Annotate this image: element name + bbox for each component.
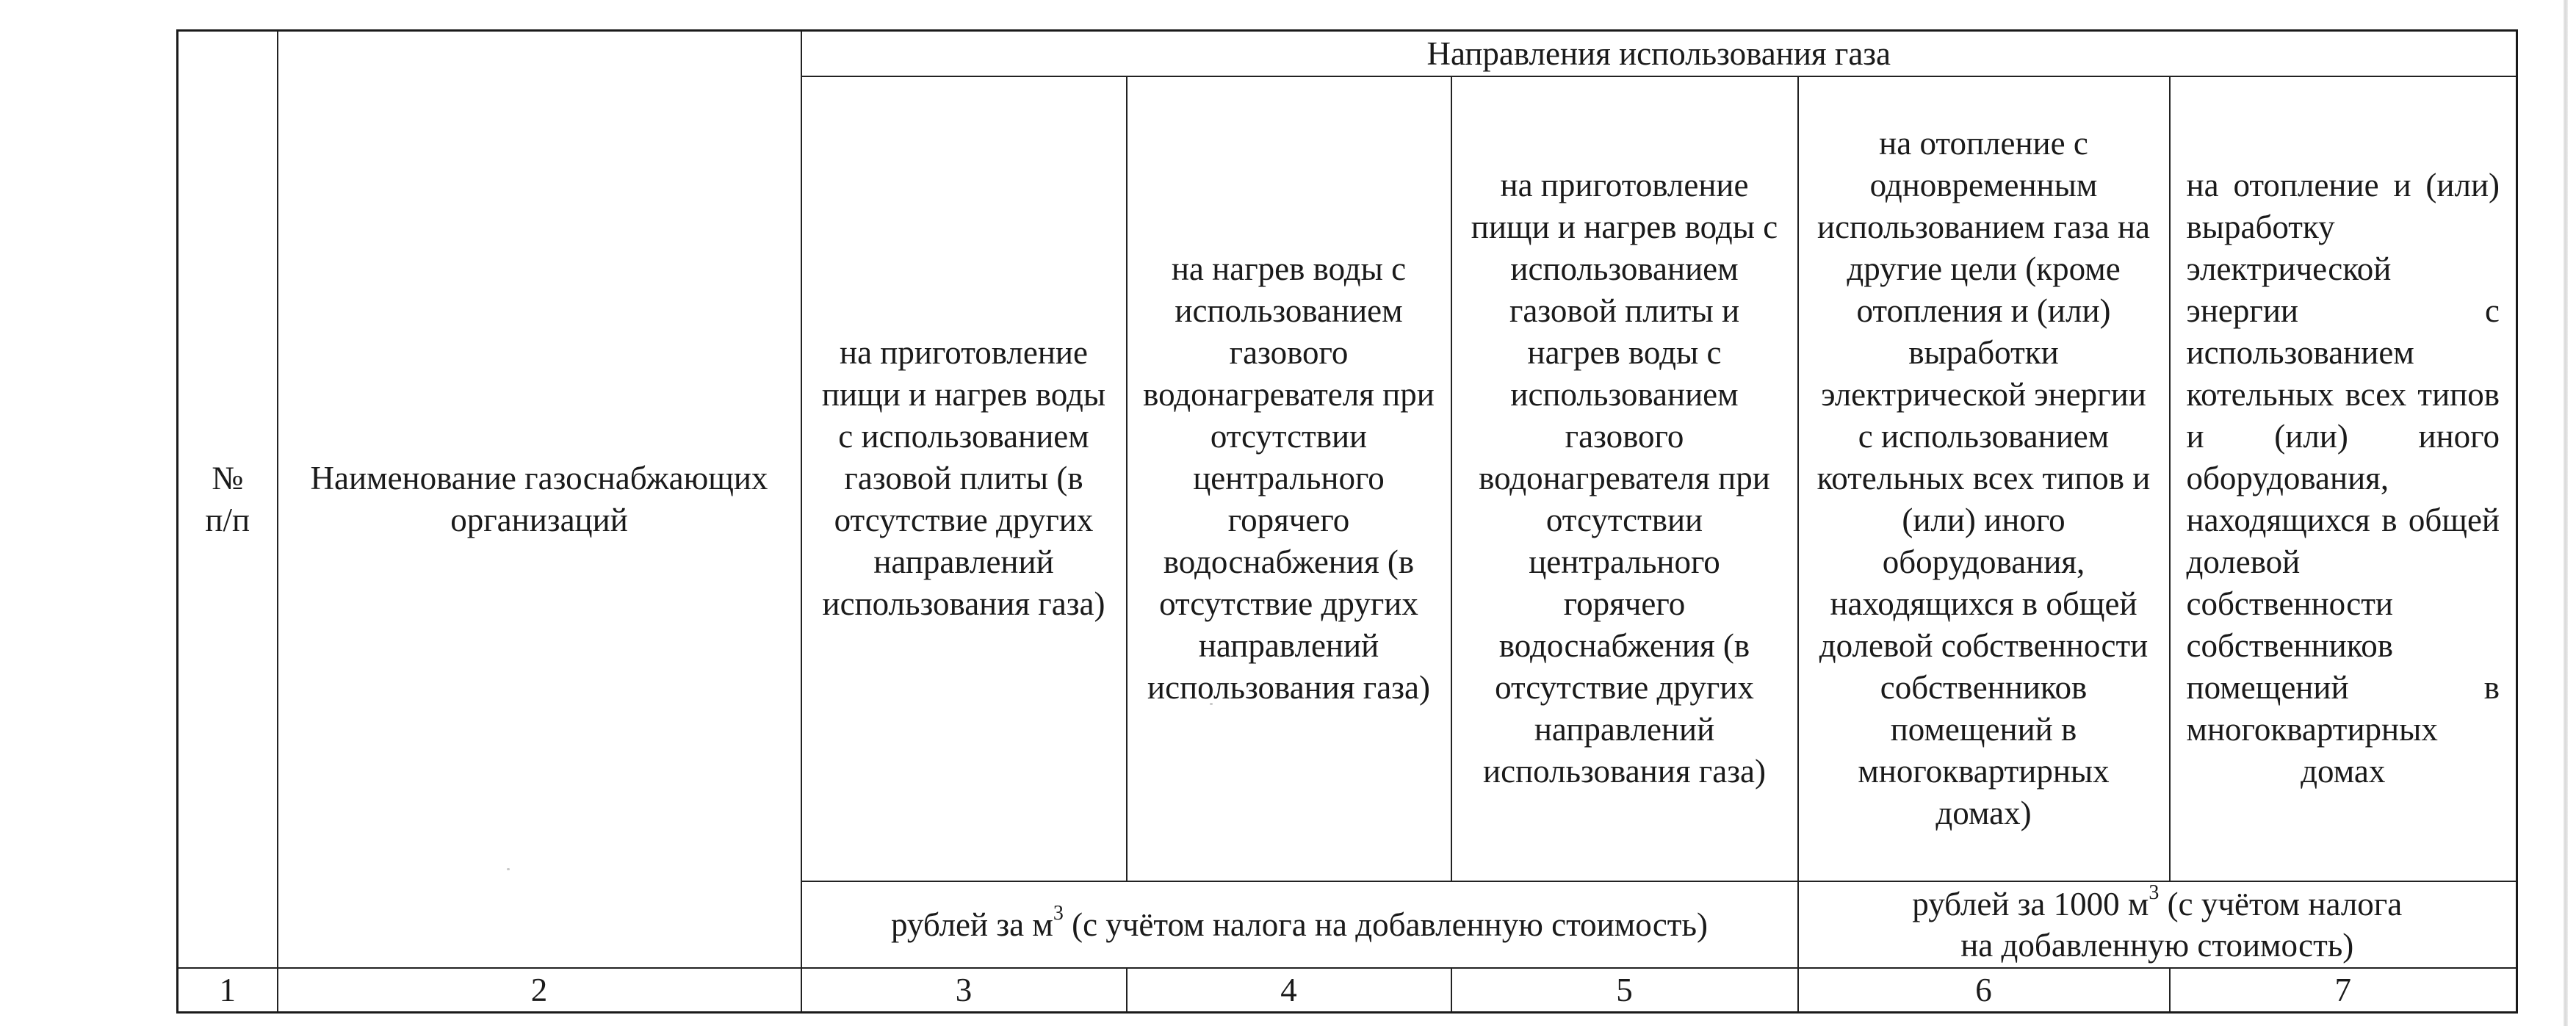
unit-b-sup: 3	[2149, 881, 2160, 905]
gas-price-header-table	[176, 29, 2518, 1014]
column-number-3: 3	[801, 968, 1127, 1012]
column-number-5: 5	[1451, 968, 1798, 1012]
unit-a-text: рублей за м	[891, 906, 1053, 943]
unit-b-text-after: (с учётом налога на добавленную стоимость)	[1960, 886, 2403, 964]
direction-cooking-and-water-heater: на приготовление пищи и нагрев воды с использованием газовой плиты и нагрев воды с использованием газового водонагревателя при отсутствии центрального горячего водоснабжения (в отсутствие других направлений использования газа)	[1451, 76, 1798, 881]
header-row-group	[178, 31, 2517, 76]
scan-edge-line	[2564, 0, 2568, 1026]
unit-rubles-per-1000-m3	[1798, 881, 2517, 968]
column-number-4: 4	[1127, 968, 1451, 1012]
unit-a-sup: 3	[1053, 901, 1064, 925]
column-number-6: 6	[1798, 968, 2170, 1012]
unit-a-text-after: (с учётом налога на добавленную стоимость)	[1063, 906, 1708, 943]
direction-heating-boilers: на отопление и (или) выработку электрической энергии с использованием котельных всех типов и (или) иного оборудования, находящихся в общей долевой собственности собственников помещений в многоквартирных домах	[2170, 76, 2517, 881]
direction-water-heater: на нагрев воды с использованием газового водонагревателя при отсутствии центрального горячего водоснабжения (в отсутствие других направлений использования газа)	[1127, 76, 1451, 881]
unit-b-text: рублей за 1000 м	[1912, 886, 2149, 923]
column-number-1: 1	[178, 968, 278, 1012]
direction-cooking-stove: на приготовление пищи и нагрев воды с использованием газовой плиты (в отсутствие других направлений использования газа)	[801, 76, 1127, 881]
column-number-row	[178, 968, 2517, 1012]
group-header: Направления использования газа	[801, 31, 2517, 76]
direction-heating-combined: на отопление с одновременным использованием газа на другие цели (кроме отопления и (или) выработки электрической энергии с использованием котельных всех типов и (или) иного оборудования, находящихся в общей долевой собственности собственников помещений в многоквартирных домах)	[1798, 76, 2170, 881]
col-num-header: № п/п	[178, 31, 278, 969]
unit-rubles-per-m3	[801, 881, 1798, 968]
column-number-2: 2	[278, 968, 801, 1012]
column-number-7: 7	[2170, 968, 2517, 1012]
col-name-header: Наименование газоснабжающих организаций	[278, 31, 801, 969]
